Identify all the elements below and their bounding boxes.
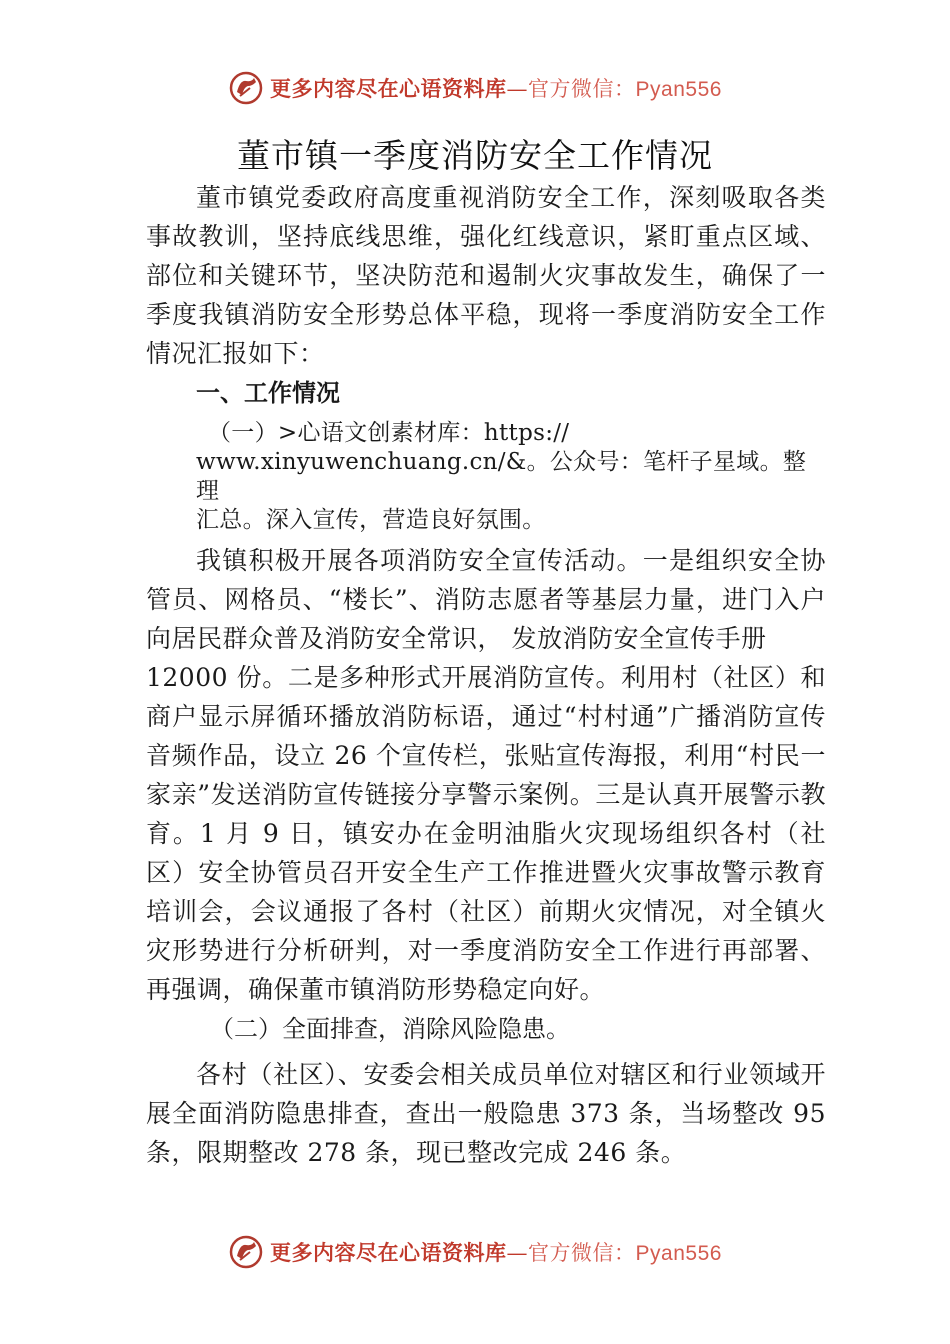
document-body (146, 178, 826, 1172)
publicity-paragraph-part1: 我镇积极开展各项消防安全宣传活动。一是组织安全协管员、网格员、“楼长”、消防志愿者等基层力量，进门入户向居民群众普及消防安全常识， 发放消防安全宣传手册 (146, 546, 826, 653)
intro-paragraph: 董市镇党委政府高度重视消防安全工作，深刻吸取各类事故教训，坚持底线思维，强化红线意识，紧盯重点区域、部位和关键环节，坚决防范和遏制火灾事故发生，确保了一季度我镇消防安全形势总体平稳，现将一季度消防安全工作情况汇报如下： (146, 183, 826, 368)
header-watermark (0, 70, 950, 106)
subsection-one-heading (146, 419, 826, 535)
inspection-paragraph: 各村（社区）、安委会相关成员单位对辖区和行业领域开展全面消防隐患排查，查出一般隐患 373 条，当场整改 95 条，限期整改 278 条，现已整改完成 246 条。 (146, 1060, 826, 1167)
hand-logo-icon (228, 1234, 264, 1270)
watermark-title: 更多内容尽在心语资料库 (270, 1240, 507, 1265)
document-title: 董市镇一季度消防安全工作情况 (237, 136, 713, 175)
footer-watermark (0, 1234, 950, 1270)
subsection-two-heading: （二）全面排查，消除风险隐患。 (210, 1015, 570, 1043)
watermark-wechat: 官方微信：Pyan556 (528, 78, 722, 101)
watermark-dash: — (506, 1241, 529, 1265)
watermark-text (270, 73, 722, 103)
watermark-wechat: 官方微信：Pyan556 (528, 1242, 722, 1265)
hand-logo-icon (228, 70, 264, 106)
watermark-text (270, 1237, 722, 1267)
watermark-dash: — (506, 77, 529, 101)
sub1-line2: www.xinyuwenchuang.cn/&。公众号：笔杆子星域。整理 (196, 449, 807, 504)
publicity-paragraph-part2: 12000 份。二是多种形式开展消防宣传。利用村（社区）和商户显示屏循环播放消防标语，通过“村村通”广播消防宣传音频作品，设立 26 个宣传栏，张贴宣传海报，利用“村民一家亲”发送消防宣传链接分享警示案例。三是认真开展警示教育。1 月 9 日，镇安办在金明油脂火灾现场组织各村（社区）安全协管员召开安全生产工作推进暨火灾事故警示教育培训会，会议通报了各村（社区）前期火灾情况，对全镇火灾形势进行分析研判，对一季度消防安全工作进行再部署、再强调，确保董市镇消防形势稳定向好。 (146, 663, 826, 1004)
watermark-title: 更多内容尽在心语资料库 (270, 76, 507, 101)
sub1-line1: （一）>心语文创素材库：https:// (208, 420, 570, 446)
section-heading-work: 一、工作情况 (196, 379, 340, 407)
sub1-line3: 汇总。深入宣传，营造良好氛围。 (196, 507, 546, 533)
